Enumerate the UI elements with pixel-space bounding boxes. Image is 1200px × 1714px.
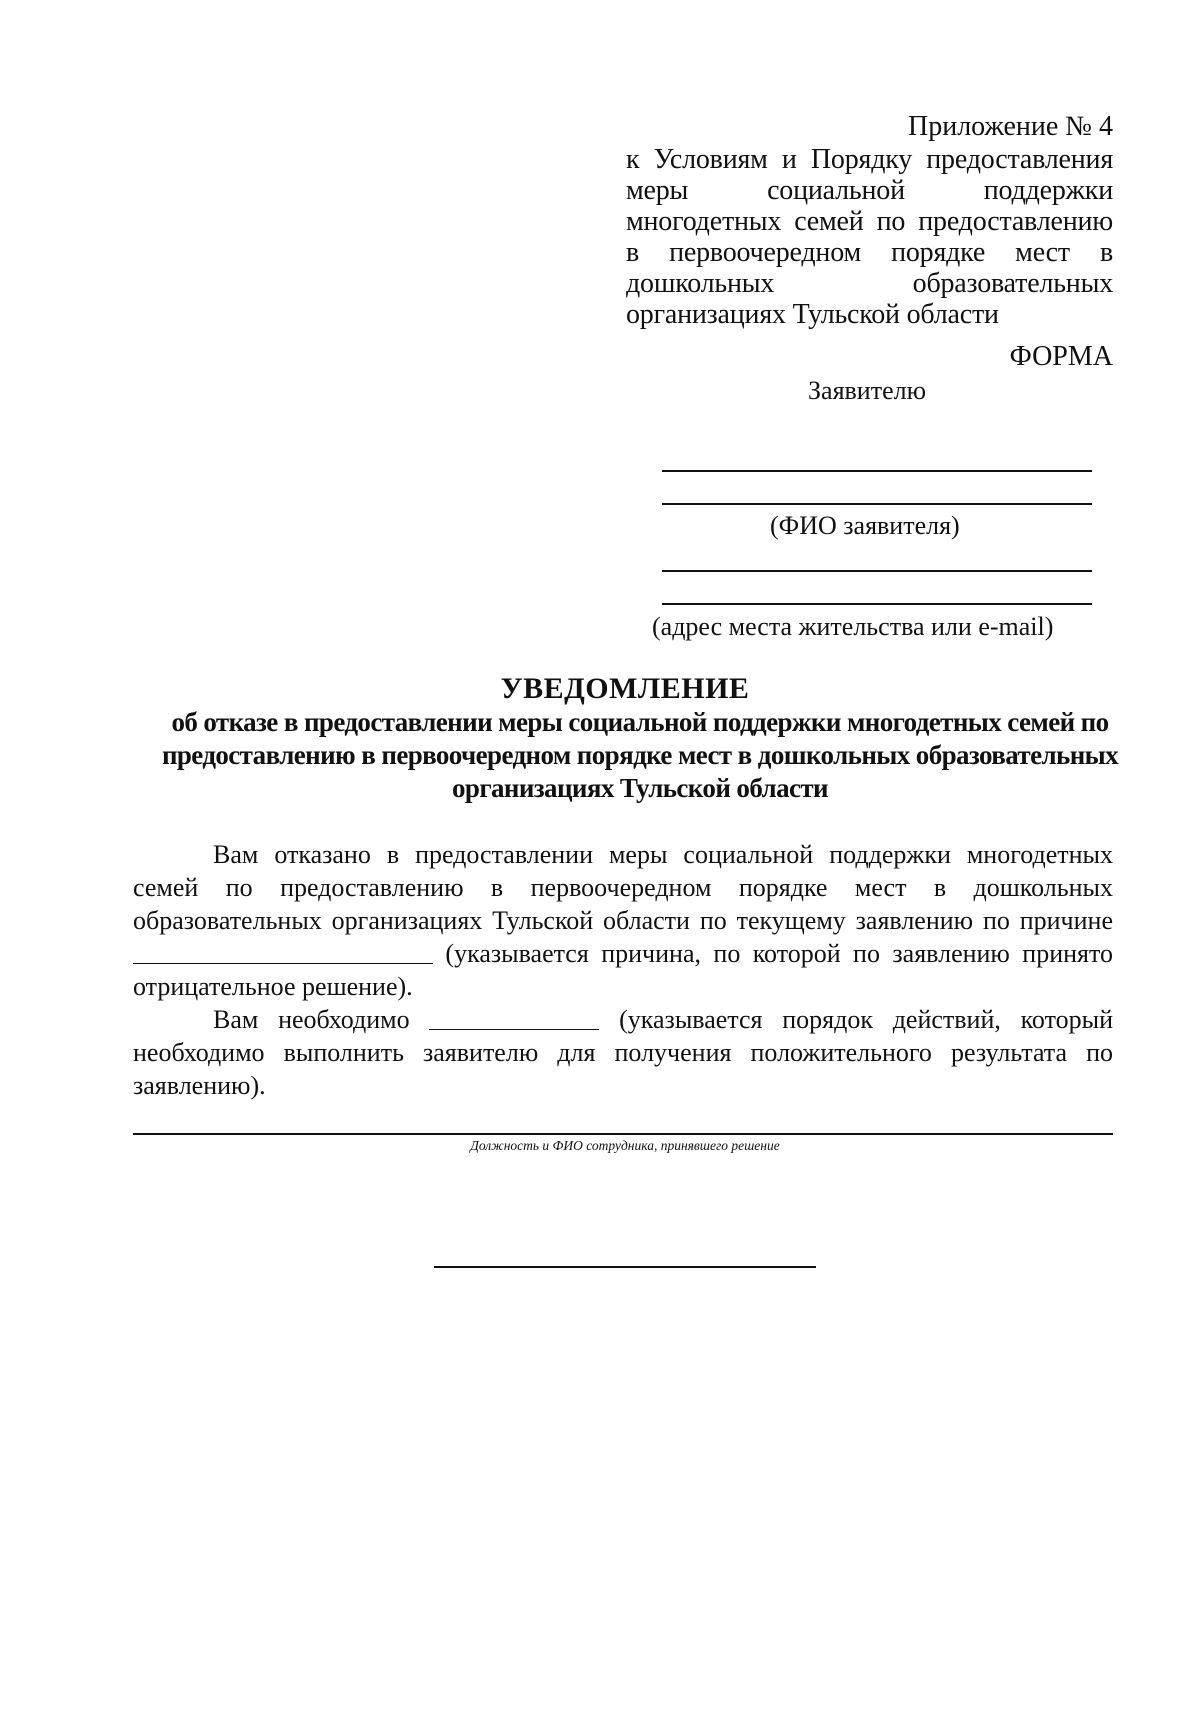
refusal-text-start: Вам отказано в предоставлении меры социальной поддержки многодетных семей по предоставлению в первоочередном порядке мест в дошкольных образовательных организациях Тульской области по текущему заявлению по причине (133, 840, 1113, 935)
recipient-address-caption: (адрес места жительства или e-mail) (652, 612, 1054, 641)
instructions-text-end: (указывается порядок действий, который необходимо выполнить заявителю для получения положительного результата по заявлению). (133, 1005, 1113, 1100)
recipient-label: Заявителю (808, 376, 927, 405)
recipient-name-line-1 (662, 470, 1092, 472)
signature-line (434, 1266, 816, 1268)
refusal-text-end: (указывается причина, по которой по заявлению принято отрицательное решение). (133, 939, 1113, 1001)
recipient-name-caption: (ФИО заявителя) (770, 511, 960, 540)
employee-signature-caption: Должность и ФИО сотрудника, принявшего решение (470, 1138, 780, 1153)
reason-blank-line (133, 963, 433, 964)
instructions-paragraph (133, 1003, 1113, 1102)
recipient-address-line-2 (662, 603, 1092, 605)
recipient-address-line-1 (662, 570, 1092, 572)
notice-subtitle: об отказе в предоставлении меры социальной поддержки многодетных семей по предоставлению в первоочередном порядке мест в дошкольных образовательных организациях Тульской области (161, 707, 1119, 803)
employee-signature-line (133, 1133, 1113, 1135)
recipient-name-line-2 (662, 503, 1092, 505)
appendix-title: Приложение № 4 (908, 111, 1113, 142)
form-label: ФОРМА (1009, 341, 1113, 372)
appendix-text: к Условиям и Порядку предоставления меры социальной поддержки многодетных семей по предоставлению в первоочередном порядке мест в дошкольных образовательных организациях Тульской области (626, 144, 1113, 330)
refusal-paragraph (133, 838, 1113, 1003)
actions-blank-line (429, 1029, 599, 1030)
instructions-text-start: Вам необходимо (213, 1005, 430, 1034)
notice-title: УВЕДОМЛЕНИЕ (500, 672, 750, 705)
